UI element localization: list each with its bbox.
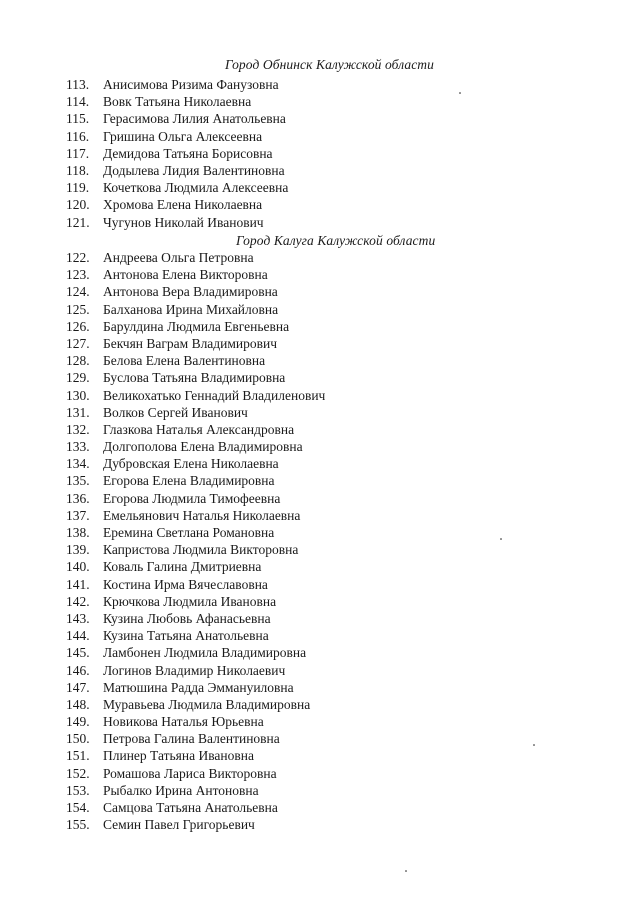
entry-person-name: Анисимова Ризима Фанузовна — [103, 77, 279, 92]
entry-person-name: Антонова Елена Викторовна — [103, 267, 268, 283]
entry-person-name: Логинов Владимир Николаевич — [103, 662, 286, 678]
entry-person-name: Ламбонен Людмила Владимировна — [103, 645, 307, 661]
list-item — [66, 145, 288, 162]
entry-person-name: Егорова Людмила Тимофеевна — [103, 490, 281, 506]
entry-person-name: Кочеткова Людмила Алексеевна — [103, 180, 289, 196]
list-item — [66, 110, 288, 127]
entry-number: 114. — [66, 94, 90, 110]
entry-person-name: Буслова Татьяна Владимировна — [103, 370, 286, 386]
list-item — [66, 179, 288, 196]
list-item — [66, 455, 325, 472]
entry-number: 146. — [66, 662, 90, 678]
entry-person-name: Кузина Любовь Афанасьевна — [103, 610, 271, 626]
entry-number: 113. — [66, 77, 90, 92]
entry-number: 115. — [66, 111, 90, 127]
list-item — [66, 76, 288, 93]
entry-number: 154. — [66, 800, 90, 815]
entry-person-name: Костина Ирма Вячеславовна — [103, 576, 268, 592]
entry-number: 141. — [66, 576, 90, 592]
list-item — [66, 765, 325, 782]
entry-number: 137. — [66, 507, 90, 523]
scan-speck — [533, 744, 535, 746]
entry-number: 147. — [66, 679, 90, 695]
entry-number: 136. — [66, 490, 90, 506]
entry-person-name: Чугунов Николай Иванович — [103, 214, 264, 230]
list-item — [66, 404, 325, 421]
list-item — [66, 266, 325, 283]
scan-speck — [459, 92, 461, 94]
entry-number: 116. — [66, 128, 90, 144]
list-item — [66, 249, 325, 266]
entry-number: 145. — [66, 645, 90, 661]
list-item — [66, 369, 325, 386]
entry-person-name: Волков Сергей Иванович — [103, 404, 248, 420]
name-list-obninsk — [66, 76, 288, 231]
list-item — [66, 128, 288, 145]
list-item — [66, 490, 325, 507]
list-item — [66, 696, 325, 713]
entry-number: 149. — [66, 714, 90, 730]
entry-person-name: Еремина Светлана Романовна — [103, 525, 275, 540]
scan-speck — [405, 870, 407, 872]
entry-person-name: Вовк Татьяна Николаевна — [103, 94, 252, 110]
list-item — [66, 352, 325, 369]
list-item — [66, 747, 325, 764]
entry-person-name: Крючкова Людмила Ивановна — [103, 593, 277, 609]
entry-number: 135. — [66, 473, 90, 489]
list-item — [66, 644, 325, 661]
list-item — [66, 610, 325, 627]
entry-number: 148. — [66, 696, 90, 712]
list-item — [66, 730, 325, 747]
entry-number: 142. — [66, 593, 90, 609]
entry-number: 134. — [66, 456, 90, 472]
list-item — [66, 318, 325, 335]
entry-person-name: Муравьева Людмила Владимировна — [103, 696, 311, 712]
entry-number: 129. — [66, 370, 90, 386]
list-item — [66, 799, 325, 816]
list-item — [66, 283, 325, 300]
name-list-kaluga — [66, 249, 325, 833]
entry-person-name: Самцова Татьяна Анатольевна — [103, 800, 278, 815]
entry-person-name: Барулдина Людмила Евгеньевна — [103, 318, 290, 334]
list-item — [66, 335, 325, 352]
entry-number: 150. — [66, 731, 90, 747]
entry-number: 132. — [66, 421, 90, 437]
entry-number: 127. — [66, 335, 90, 351]
list-item — [66, 507, 325, 524]
list-item — [66, 593, 325, 610]
entry-number: 124. — [66, 284, 90, 300]
entry-person-name: Бекчян Ваграм Владимирович — [103, 335, 278, 351]
entry-person-name: Кузина Татьяна Анатольевна — [103, 628, 269, 644]
list-item — [66, 162, 288, 179]
list-item — [66, 816, 325, 833]
entry-person-name: Капристова Людмила Викторовна — [103, 542, 299, 558]
entry-person-name: Матюшина Радда Эммануиловна — [103, 679, 294, 695]
list-item — [66, 782, 325, 799]
entry-number: 122. — [66, 250, 90, 265]
entry-person-name: Дубровская Елена Николаевна — [103, 456, 279, 472]
list-item — [66, 301, 325, 318]
list-item — [66, 679, 325, 696]
entry-number: 140. — [66, 559, 90, 575]
entry-number: 119. — [66, 180, 90, 196]
list-item — [66, 576, 325, 593]
entry-person-name: Плинер Татьяна Ивановна — [103, 748, 254, 764]
entry-person-name: Белова Елена Валентиновна — [103, 353, 266, 369]
entry-number: 117. — [66, 145, 90, 161]
entry-person-name: Петрова Галина Валентиновна — [103, 731, 280, 747]
list-item — [66, 421, 325, 438]
entry-number: 121. — [66, 214, 90, 230]
list-item — [66, 93, 288, 110]
entry-person-name: Демидова Татьяна Борисовна — [103, 145, 273, 161]
scan-speck — [500, 538, 502, 540]
entry-person-name: Герасимова Лилия Анатольевна — [103, 111, 286, 127]
entry-number: 128. — [66, 353, 90, 369]
entry-person-name: Емельянович Наталья Николаевна — [103, 507, 301, 523]
entry-number: 123. — [66, 267, 90, 283]
entry-person-name: Семин Павел Григорьевич — [103, 817, 255, 833]
list-item — [66, 541, 325, 558]
section-heading-kaluga: Город Калуга Калужской области — [236, 233, 436, 248]
entry-person-name: Рыбалко Ирина Антоновна — [103, 782, 259, 798]
entry-person-name: Коваль Галина Дмитриевна — [103, 559, 262, 575]
list-item — [66, 214, 288, 231]
entry-person-name: Антонова Вера Владимировна — [103, 284, 278, 300]
entry-number: 118. — [66, 162, 90, 178]
entry-number: 138. — [66, 525, 90, 540]
section-heading-obninsk: Город Обнинск Калужской области — [225, 57, 435, 72]
entry-person-name: Ромашова Лариса Викторовна — [103, 765, 277, 781]
entry-person-name: Егорова Елена Владимировна — [103, 473, 275, 489]
entry-number: 153. — [66, 782, 90, 798]
list-item — [66, 627, 325, 644]
list-item — [66, 524, 325, 541]
entry-person-name: Долгополова Елена Владимировна — [103, 439, 303, 455]
entry-person-name: Великохатько Геннадий Владиленович — [103, 387, 326, 403]
entry-number: 133. — [66, 439, 90, 455]
entry-number: 143. — [66, 610, 90, 626]
entry-number: 120. — [66, 197, 90, 213]
entry-number: 139. — [66, 542, 90, 558]
list-item — [66, 713, 325, 730]
entry-number: 152. — [66, 765, 90, 781]
entry-number: 126. — [66, 318, 90, 334]
list-item — [66, 472, 325, 489]
list-item — [66, 387, 325, 404]
entry-number: 131. — [66, 404, 90, 420]
entry-person-name: Хромова Елена Николаевна — [103, 197, 263, 213]
entry-number: 151. — [66, 748, 90, 764]
entry-person-name: Новикова Наталья Юрьевна — [103, 714, 264, 730]
entry-number: 155. — [66, 817, 90, 833]
list-item — [66, 558, 325, 575]
entry-person-name: Андреева Ольга Петровна — [103, 250, 254, 265]
entry-person-name: Балханова Ирина Михайловна — [103, 301, 279, 317]
list-item — [66, 196, 288, 213]
list-item — [66, 662, 325, 679]
entry-number: 144. — [66, 628, 90, 644]
entry-person-name: Гришина Ольга Алексеевна — [103, 128, 263, 144]
entry-number: 130. — [66, 387, 90, 403]
entry-person-name: Глазкова Наталья Александровна — [103, 421, 295, 437]
entry-person-name: Додылева Лидия Валентиновна — [103, 162, 285, 178]
list-item — [66, 438, 325, 455]
entry-number: 125. — [66, 301, 90, 317]
